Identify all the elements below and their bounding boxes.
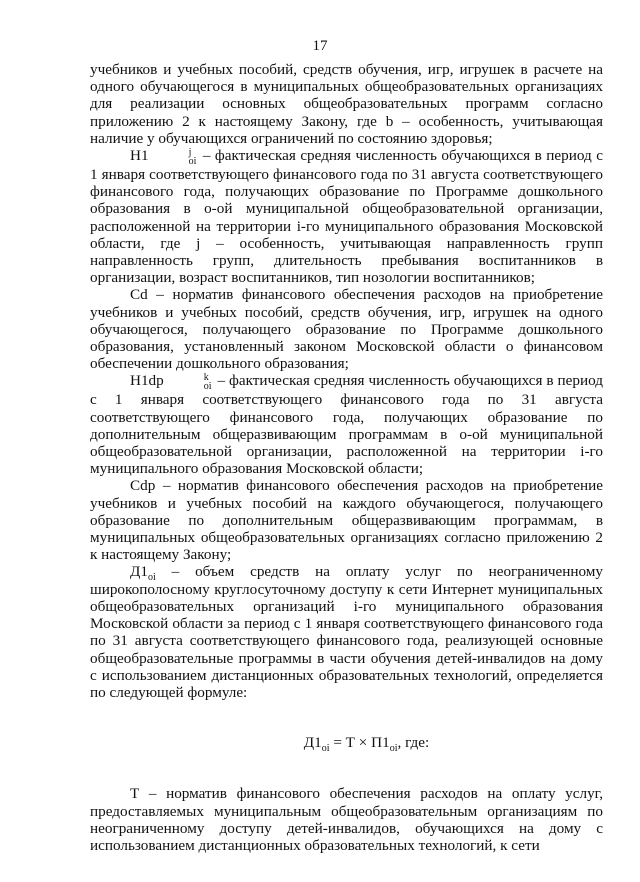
symbol-h1dp: H1dp k oi [130, 372, 212, 393]
definition-h1-oi: Н1 j oi – фактическая средняя численность обучающихся в период с 1 января соответствующего финансового года по 31 августа соответствующего финансового года, получающих образование по Программе дошкольного образования в о-ой муниципальной общеобразовательной организации, расположенной на территории i-го муниципального образования Московской области, где j – особенность, учитывающая направленность групп направленность групп, длительность пребывания воспитанников в организации, возраст воспитанников, тип нозологии воспитанников; [90, 147, 603, 287]
definition-h1dp: H1dp k oi – фактическая средняя численность обучающихся в период с 1 января соответствующего финансового года по 31 августа соответствующего финансового года, получающих образование по дополнительным общеразвивающим программам в о-ой муниципальной общеобразовательной организации, расположенной на территории i-го муниципального образования Московской области; [90, 372, 603, 478]
definition-t: Т – норматив финансового обеспечения расходов на оплату услуг, предоставляемых муниципальным общеобразовательным организациям по неограниченному доступу детей-инвалидов, обучающихся на дому с использованием дистанционных образовательных технологий, к сети [90, 785, 603, 854]
symbol-h1: Н1 j oi [130, 147, 197, 168]
definition-cd: Cd – норматив финансового обеспечения расходов на приобретение учебников и учебных пособий, средств обучения, игр, игрушек на одного обучающегося, получающего образование по Программе дошкольного образования, установленный законом Московской области о финансовом обеспечении дошкольного образования; [90, 286, 603, 373]
definition-d1-oi: $Д1_{oi}$ – объем средств на оплату услуг по неограниченному широкополосному круглосуточному доступу к сети Интернет муниципальных общеобразовательных организаций i-го муниципального образования Московской области за период с 1 января соответствующего финансового года по 31 августа соответствующего финансового года, реализующей основные общеобразовательные программы в части обучения детей-инвалидов на дому с использованием дистанционных образовательных технологий, определяется по следующей формуле: [90, 563, 603, 701]
symbol-cd: Cd [130, 286, 148, 304]
document-body [90, 61, 603, 854]
symbol-t: Т [130, 785, 140, 803]
page-number: 17 [312, 38, 328, 54]
symbol-d1: $Д1_{oi}$ [130, 563, 156, 584]
paragraph-continuation: учебников и учебных пособий, средств обучения, игр, игрушек в расчете на одного обучающегося в муниципальных общеобразовательных организациях для реализации основных общеобразовательных программ согласно приложению 2 к настоящему Закону, где b – особенность, учитывающая наличие у обучающихся ограничений по состоянию здоровья; [90, 61, 603, 147]
formula: $Д1_{oi} = Т \times П1_{oi}$, где: [303, 734, 430, 755]
symbol-cdp: Cdp [130, 477, 156, 495]
definition-cdp: Cdp – норматив финансового обеспечения расходов на приобретение учебников и учебных пособий на каждого обучающегося, получающего образование по дополнительным общеразвивающим программам, в муниципальных общеобразовательных организациях согласно приложению 2 к настоящему Закону; [90, 477, 603, 564]
